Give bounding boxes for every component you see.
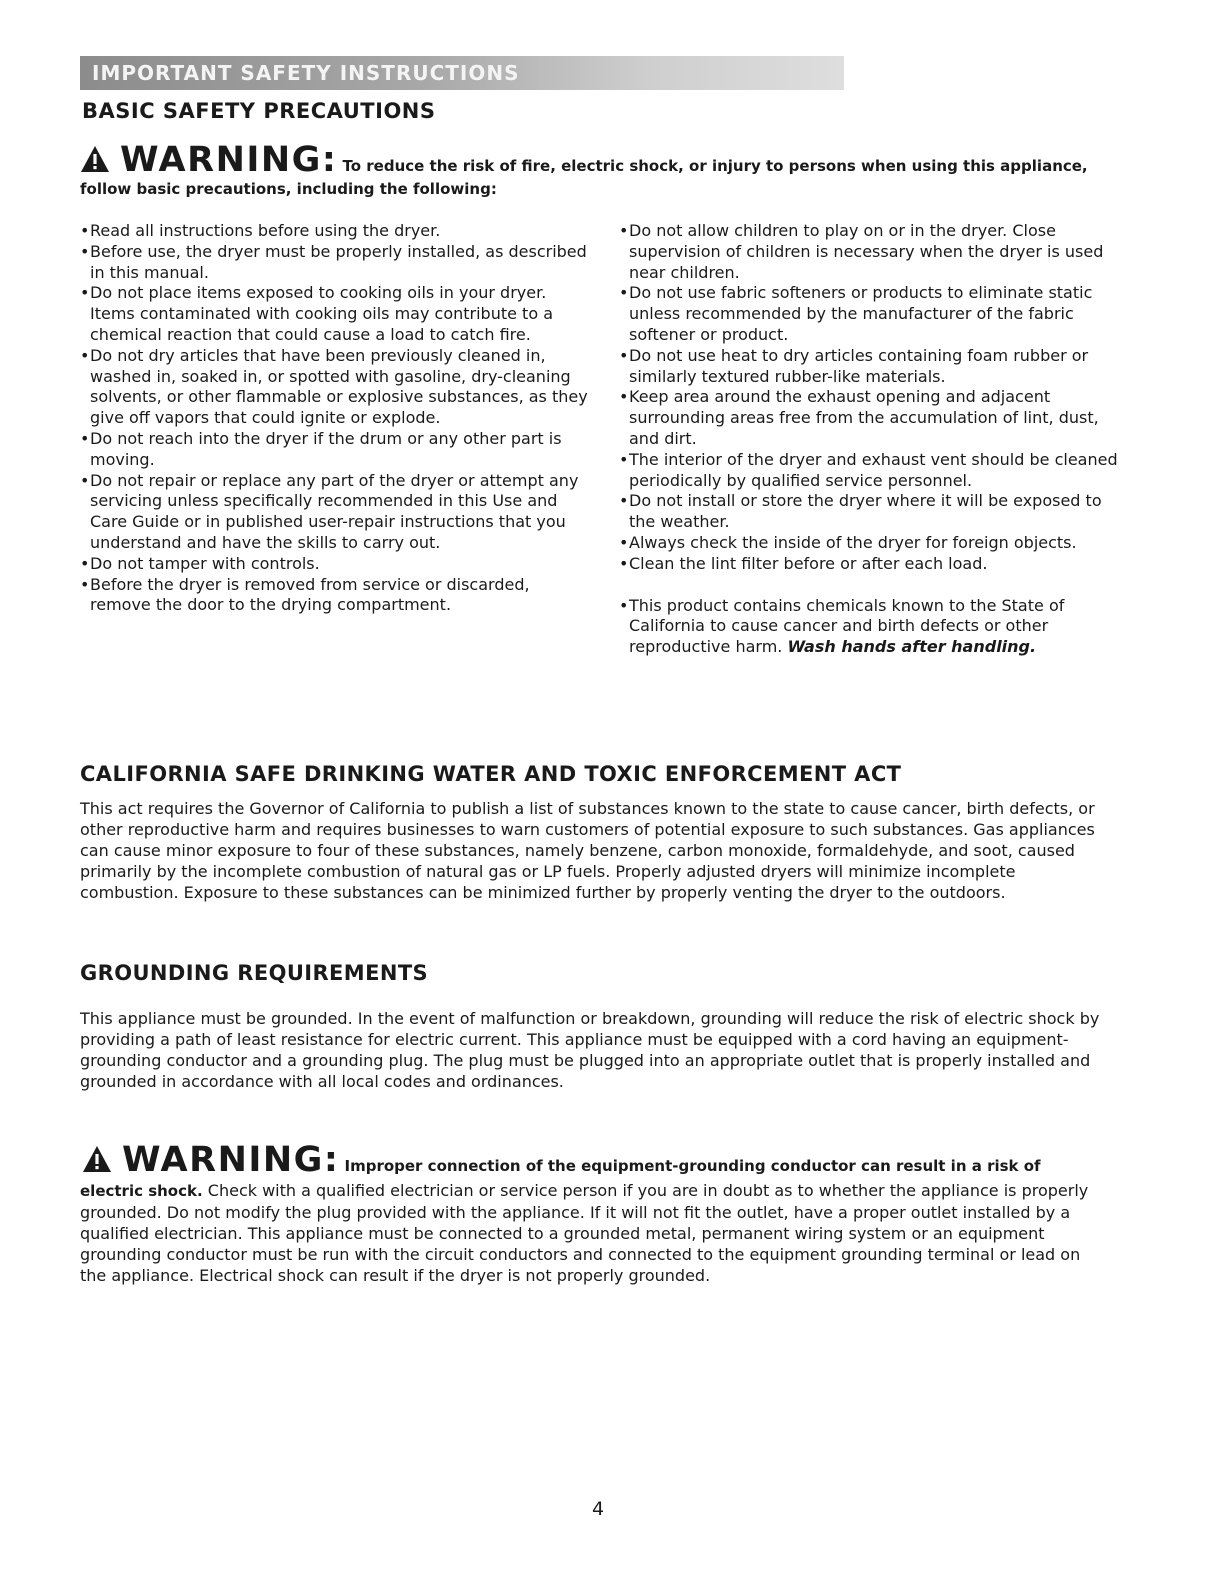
list-item: • Keep area around the exhaust opening and adjacent surrounding areas free from the accumulation of lint, dust, and dirt. (619, 387, 1129, 449)
banner-label: IMPORTANT SAFETY INSTRUCTIONS (92, 61, 520, 85)
precautions-left-list (80, 221, 590, 616)
list-item: • Do not install or store the dryer where it will be exposed to the weather. (619, 491, 1129, 533)
list-item: • Do not place items exposed to cooking oils in your dryer. Items contaminated with cooking oils may contribute to a chemical reaction that could cause a load to catch fire. (80, 283, 590, 345)
warning-lead: Improper connection of the equipment-grounding conductor can result in a risk of (344, 1157, 1041, 1175)
warning-block-basic (80, 140, 1120, 198)
list-item: • Do not allow children to play on or in the dryer. Close supervision of children is necessary when the dryer is used near children. (619, 221, 1129, 283)
basic-safety-heading: BASIC SAFETY PRECAUTIONS (82, 99, 436, 123)
grounding-heading: GROUNDING REQUIREMENTS (80, 961, 429, 985)
warning-body: Check with a qualified electrician or service person if you are in doubt as to whether the appliance is properly grounded. Do not modify the plug provided with the appliance. If it will not fit the outlet, have a proper outlet installed by a qualified electrician. This appliance must be connected to a grounded metal, permanent wiring system or an equipment grounding conductor must be run with the circuit conductors and connected to the equipment grounding terminal or lead on the appliance. Electrical shock can result if the dryer is not properly grounded. (80, 1181, 1089, 1285)
prop65-text: This product contains chemicals known to the State of California to cause cancer and birth defects or other reproductive harm. (629, 595, 1065, 657)
warning-lead-continued: electric shock. (80, 1182, 203, 1200)
prop65-emphasis: Wash hands after handling. (787, 637, 1037, 657)
warning-lead-continued: follow basic precautions, including the following: (80, 180, 497, 198)
list-item: • Do not use heat to dry articles containing foam rubber or similarly textured rubber-like materials. (619, 346, 1129, 388)
california-heading: CALIFORNIA SAFE DRINKING WATER AND TOXIC ENFORCEMENT ACT (80, 762, 902, 786)
warning-label: WARNING: (122, 1140, 340, 1180)
section-banner (80, 56, 844, 90)
list-item: • Before the dryer is removed from service or discarded, remove the door to the drying compartment. (80, 575, 590, 617)
list-item: • Clean the lint filter before or after each load. (619, 554, 1129, 575)
list-item: • Do not repair or replace any part of the dryer or attempt any servicing unless specifically recommended in this Use and Care Guide or in published user-repair instructions that you understand and have the skills to carry out. (80, 471, 590, 554)
warning-lead: To reduce the risk of fire, electric shock, or injury to persons when using this appliance, (342, 157, 1088, 175)
list-item: • The interior of the dryer and exhaust vent should be cleaned periodically by qualified service personnel. (619, 450, 1129, 492)
page-number: 4 (592, 1498, 605, 1520)
precautions-right-list (619, 221, 1129, 658)
list-item: • Do not tamper with controls. (80, 554, 590, 575)
warning-label: WARNING: (120, 140, 338, 180)
list-item: • Do not use fabric softeners or products to eliminate static unless recommended by the manufacturer of the fabric softener or product. (619, 283, 1129, 345)
list-item: • Before use, the dryer must be properly installed, as described in this manual. (80, 242, 590, 284)
list-item: • Read all instructions before using the dryer. (80, 221, 590, 242)
list-item: • Do not reach into the dryer if the drum or any other part is moving. (80, 429, 590, 471)
list-item: • Do not dry articles that have been previously cleaned in, washed in, soaked in, or spotted with gasoline, dry-cleaning solvents, or other flammable or explosive substances, as they give off vapors that could ignite or explode. (80, 346, 590, 429)
california-body: This act requires the Governor of California to publish a list of substances known to the state to cause cancer, birth defects, or other reproductive harm and requires businesses to warn customers of potential exposure to such substances. Gas appliances can cause minor exposure to four of these substances, namely benzene, carbon monoxide, formaldehyde, and soot, caused primarily by the incomplete combustion of natural gas or LP fuels. Properly adjusted dryers will minimize incomplete combustion. Exposure to these substances can be minimized further by properly venting the dryer to the outdoors. (80, 799, 1095, 902)
warning-triangle-icon (82, 1145, 112, 1173)
warning-triangle-icon (80, 145, 110, 173)
grounding-body: This appliance must be grounded. In the event of malfunction or breakdown, grounding will reduce the risk of electric shock by providing a path of least resistance for electric current. This appliance must be equipped with a cord having an equipment-grounding conductor and a grounding plug. The plug must be plugged into an appropriate outlet that is properly installed and grounded in accordance with all local codes and ordinances. (80, 1009, 1100, 1091)
list-item: • Always check the inside of the dryer for foreign objects. (619, 533, 1129, 554)
warning-block-grounding (80, 1140, 1110, 1286)
prop65-item (619, 596, 1129, 658)
